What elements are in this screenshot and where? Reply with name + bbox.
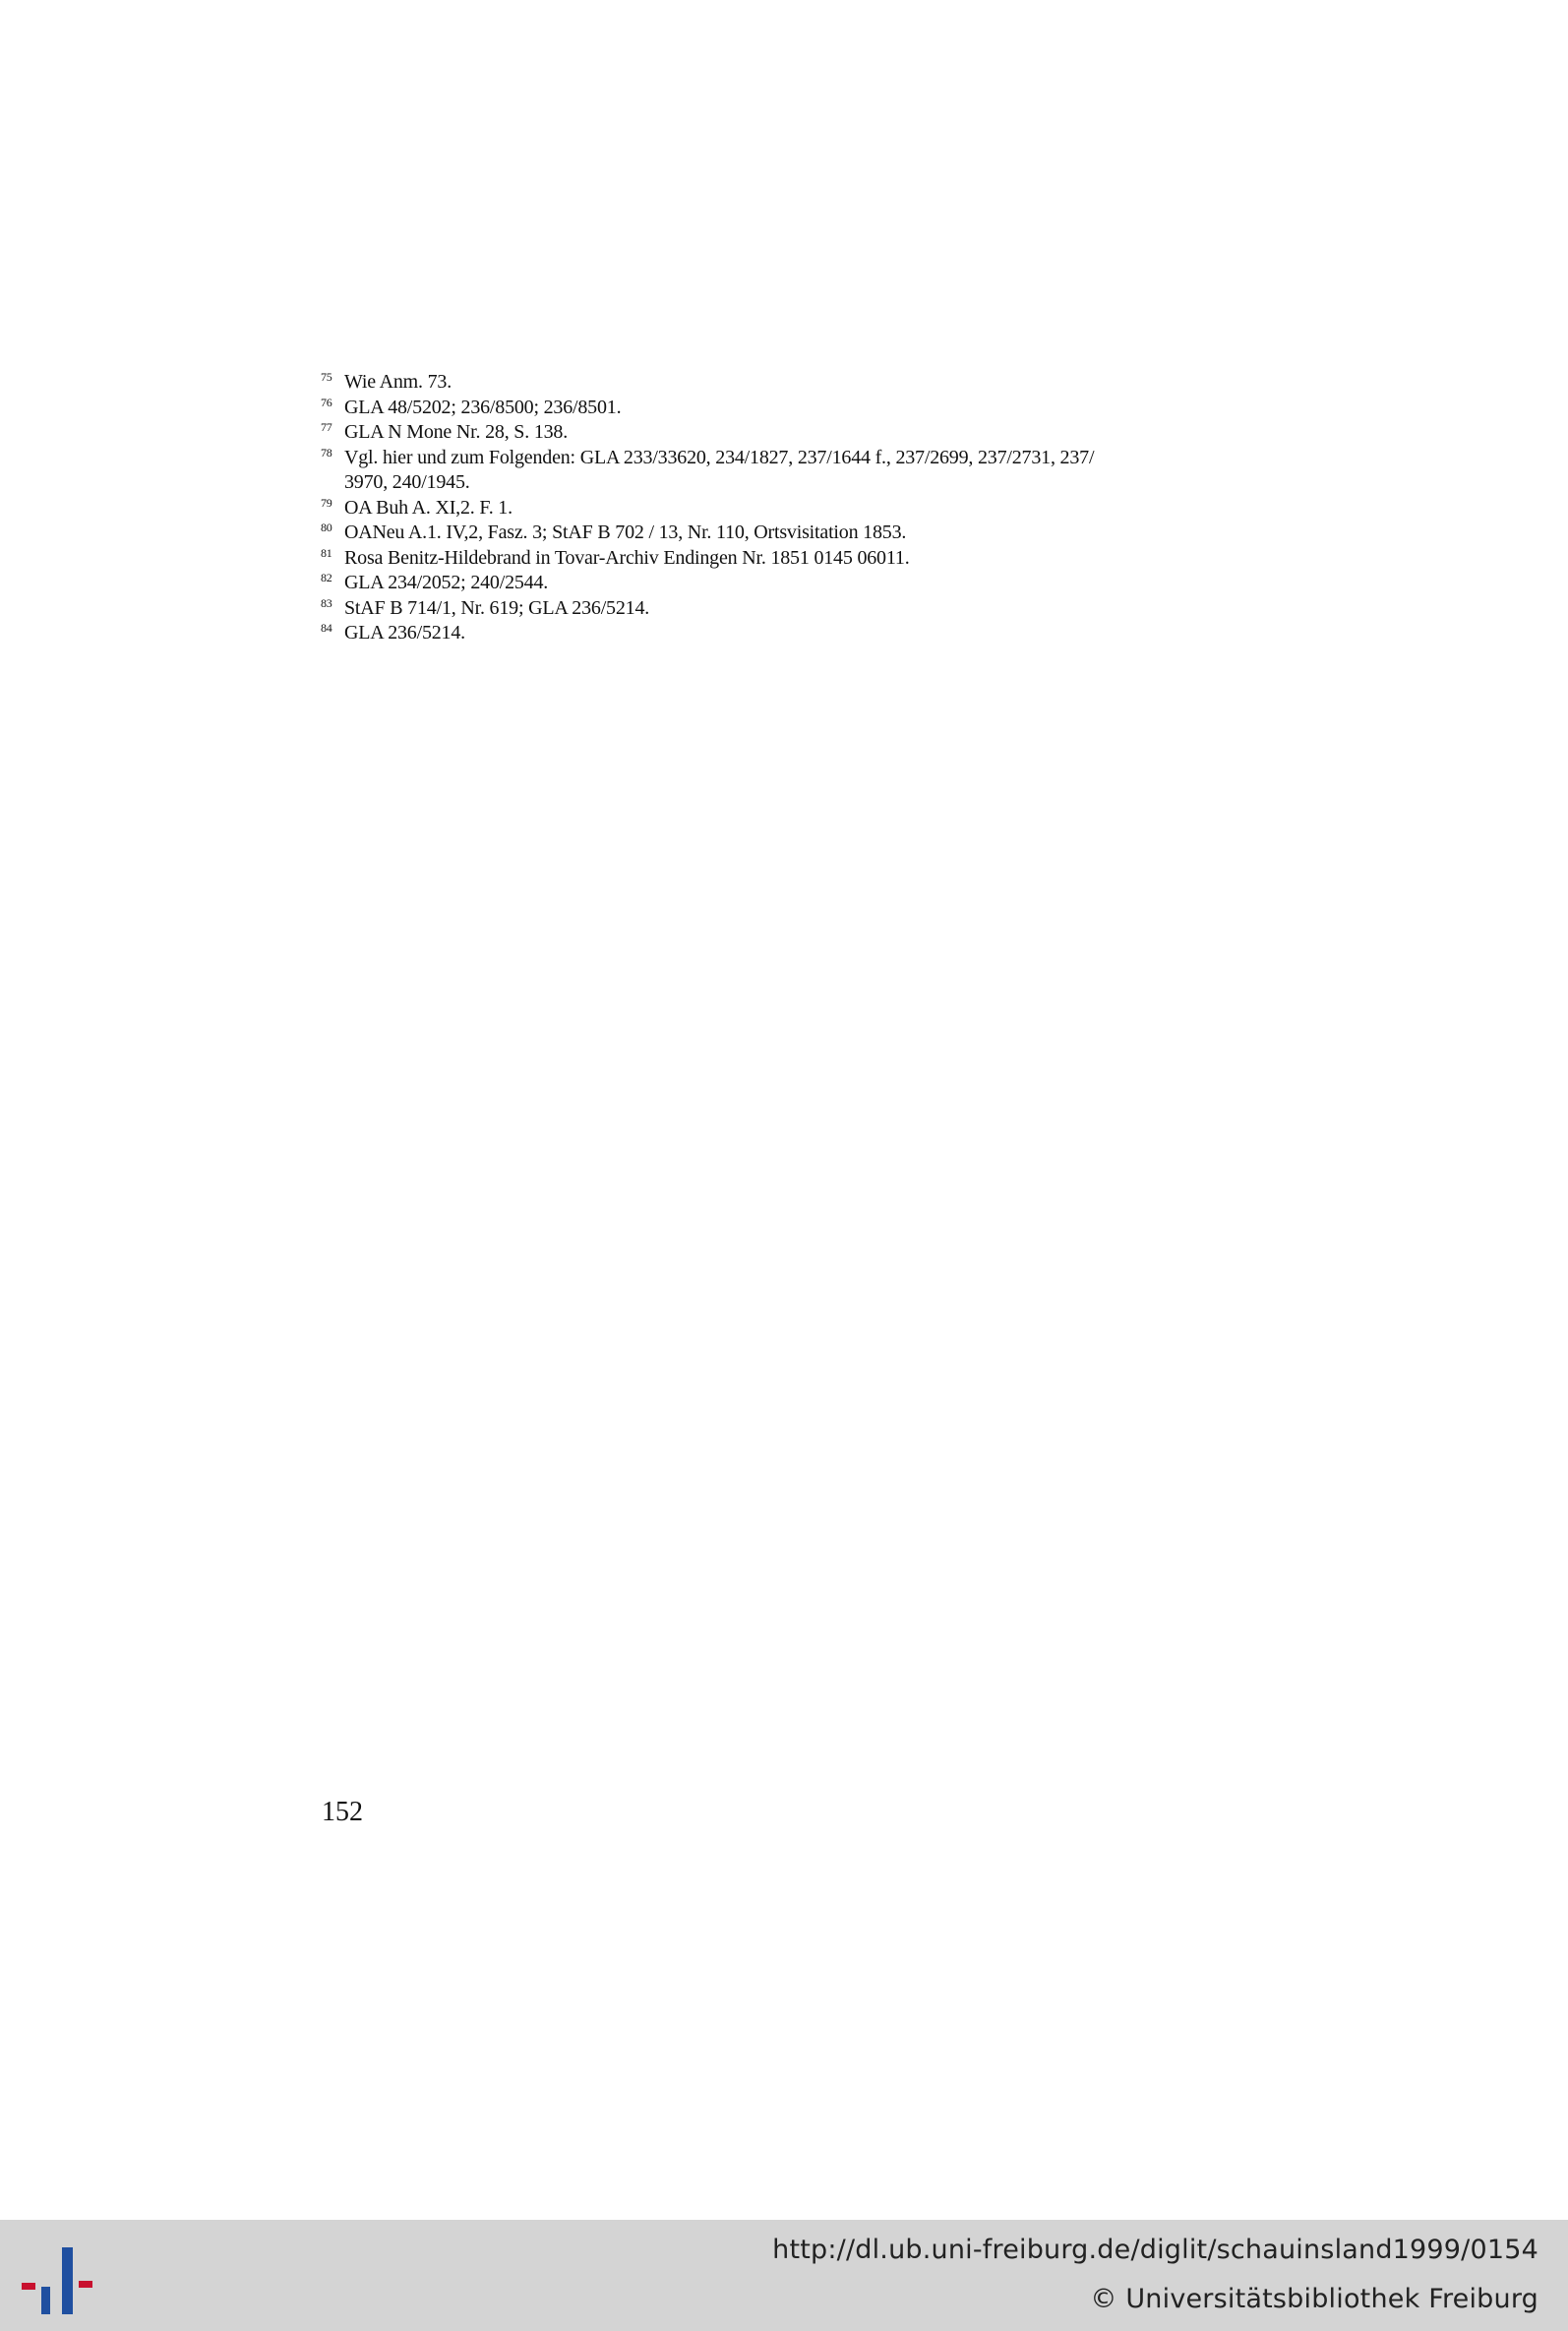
footnote-number: 79: [321, 495, 332, 510]
footnote-76: [321, 396, 1265, 421]
page-number: 152: [322, 1797, 363, 1827]
footnote-78: [321, 446, 1265, 496]
footnote-number: 81: [321, 545, 332, 560]
footnote-77: [321, 420, 1265, 446]
footnote-81: [321, 546, 1265, 572]
footnote-text: GLA N Mone Nr. 28, S. 138.: [344, 421, 569, 443]
footnote-83: [321, 596, 1265, 622]
footnote-number: 84: [321, 621, 332, 635]
footnote-79: [321, 496, 1265, 521]
footnote-text-continuation: 3970, 240/1945.: [344, 471, 470, 493]
footnote-number: 78: [321, 445, 332, 460]
footnote-text: Wie Anm. 73.: [344, 371, 452, 393]
footnote-80: [321, 521, 1265, 546]
footnote-text: GLA 234/2052; 240/2544.: [344, 572, 549, 593]
footnote-75: [321, 370, 1265, 396]
footnote-text: GLA 48/5202; 236/8500; 236/8501.: [344, 396, 622, 418]
footer-url-link[interactable]: http://dl.ub.uni-freiburg.de/diglit/schauinsland1999/0154: [772, 2235, 1538, 2265]
footnote-82: [321, 571, 1265, 596]
footnote-text: OA Buh A. XI,2. F. 1.: [344, 496, 513, 519]
footnote-text: Rosa Benitz-Hildebrand in Tovar-Archiv Endingen Nr. 1851 0145 06011.: [344, 546, 910, 569]
footnote-number: 83: [321, 595, 332, 610]
footnote-text: OANeu A.1. IV,2, Fasz. 3; StAF B 702 / 13, Nr. 110, Ortsvisitation 1853.: [344, 521, 907, 543]
footnote-number: 77: [321, 420, 332, 434]
footnote-number: 75: [321, 370, 332, 384]
footnote-number: 80: [321, 521, 332, 534]
footnote-number: 82: [321, 571, 332, 584]
footnote-text: StAF B 714/1, Nr. 619; GLA 236/5214.: [344, 596, 650, 619]
footnote-text: GLA 236/5214.: [344, 622, 465, 644]
footnote-84: [321, 621, 1265, 646]
footer-copyright: © Universitätsbibliothek Freiburg: [1090, 2284, 1538, 2314]
footnote-list: [321, 370, 1265, 646]
footnote-text: Vgl. hier und zum Folgenden: GLA 233/33620, 234/1827, 237/1644 f., 237/2699, 237/2731, 237/: [344, 446, 1095, 468]
footer-bar: [0, 2220, 1568, 2331]
ub-freiburg-logo-icon: [20, 2234, 98, 2316]
footnote-number: 76: [321, 395, 332, 409]
